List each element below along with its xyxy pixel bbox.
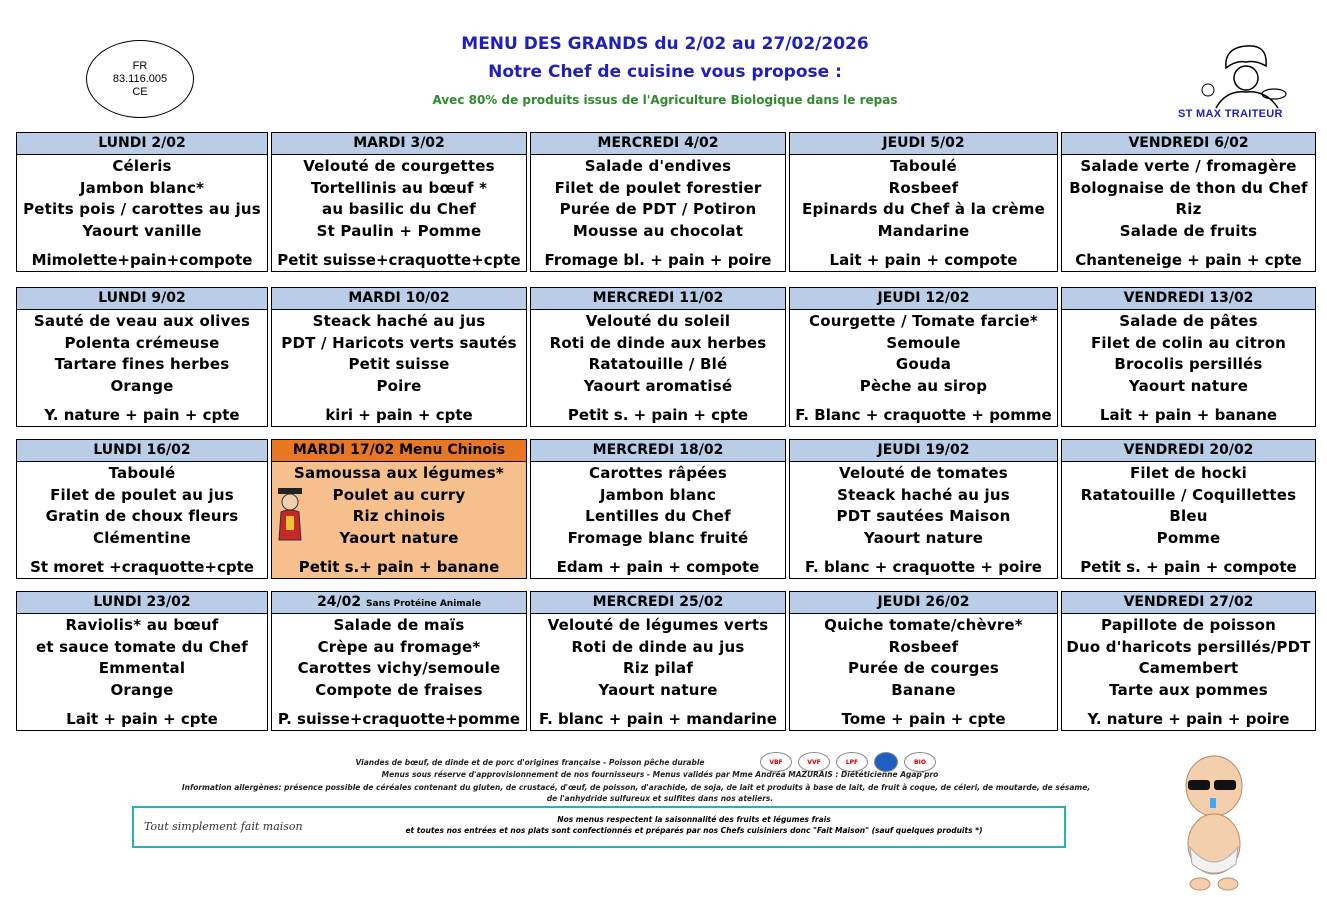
- dish-list: [531, 462, 785, 550]
- dish-item: et sauce tomate du Chef: [36, 637, 248, 656]
- dish-list: [17, 462, 267, 550]
- dish-item: Duo d'haricots persillés/PDT: [1066, 637, 1311, 656]
- origin-notice: Viandes de bœuf, de dinde et de porc d'origines française - Poisson pêche durable: [355, 758, 705, 767]
- snack-line: Lait + pain + banane: [1099, 406, 1278, 424]
- dish-item: Semoule: [886, 333, 961, 352]
- dish-list: [790, 462, 1057, 550]
- dish-item: Tartare fines herbes: [54, 355, 230, 374]
- dish-item: Tortellinis au bœuf *: [310, 178, 488, 197]
- dish-item: Courgette / Tomate farcie*: [809, 312, 1038, 330]
- dish-item: Filet de poulet au jus: [50, 485, 234, 504]
- day-cell: [1061, 591, 1316, 731]
- day-header: [1062, 288, 1315, 310]
- dish-item: Papillote de poisson: [1101, 616, 1276, 634]
- day-header: [790, 133, 1057, 155]
- stamp-line: FR: [132, 59, 148, 72]
- dish-item: Steack haché au jus: [312, 312, 486, 330]
- day-header: [17, 133, 267, 155]
- day-title: 24/02: [317, 594, 362, 610]
- dish-item: St Paulin + Pomme: [316, 222, 482, 241]
- stamp-line: CE: [132, 85, 148, 98]
- dish-item: Fromage blanc fruité: [567, 529, 749, 548]
- snack-line: Petit suisse+craquotte+cpte: [277, 251, 521, 269]
- snack-line: Edam + pain + compote: [556, 558, 760, 576]
- dish-item: Taboulé: [108, 464, 176, 482]
- dish-item: Roti de dinde au jus: [571, 637, 745, 656]
- day-header: [272, 133, 526, 155]
- dish-item: Céleris: [112, 157, 172, 175]
- snack-line: St moret +craquotte+cpte: [30, 558, 254, 576]
- day-title: MERCREDI 4/02: [597, 135, 719, 151]
- dish-list: [790, 310, 1057, 398]
- dish-item: Steack haché au jus: [837, 485, 1010, 504]
- day-header: [790, 288, 1057, 310]
- day-title: LUNDI 16/02: [93, 442, 191, 458]
- day-cell: [1061, 439, 1316, 579]
- homemade-text: [334, 814, 1054, 836]
- baby-mascot-icon: [1170, 752, 1258, 892]
- day-cell: [271, 591, 527, 731]
- homemade-line: Nos menus respectent la saisonnalité des fruits et légumes frais: [557, 815, 831, 824]
- day-cell: [530, 439, 786, 579]
- dish-item: Bolognaise de thon du Chef: [1069, 178, 1308, 197]
- day-title: MARDI 10/02: [348, 290, 450, 306]
- snack-line: Fromage bl. + pain + poire: [544, 251, 772, 269]
- allergen-notice: Information allergènes: présence possible de céréales contenant du gluten, de crustacé, d'œuf, de poisson, d'arachide, de soja, de lait et produits à base de lait, de fruit à coque, de céleri, de moutarde, de sésame,: [181, 783, 1091, 792]
- chinese-character-icon: [275, 486, 305, 542]
- day-title: MARDI 3/02: [353, 135, 445, 151]
- dish-item: Petit suisse: [348, 355, 450, 374]
- dish-item: Velouté de tomates: [839, 464, 1008, 482]
- week-row: [16, 591, 1319, 731]
- dish-list: [272, 155, 526, 243]
- dish-item: Riz pilaf: [622, 659, 694, 678]
- day-cell: [789, 439, 1058, 579]
- day-title: LUNDI 2/02: [98, 135, 186, 151]
- dish-list: [1062, 462, 1315, 550]
- day-header: [531, 288, 785, 310]
- french-pork-logo-icon: LPF: [836, 752, 868, 772]
- dish-item: Carottes râpées: [588, 464, 728, 482]
- day-header: [531, 133, 785, 155]
- dish-item: Yaourt aromatisé: [583, 377, 733, 396]
- dish-item: Epinards du Chef à la crème: [802, 200, 1045, 219]
- snack-line: F. blanc + pain + mandarine: [539, 710, 777, 728]
- french-poultry-logo-icon: VVF: [798, 752, 830, 772]
- day-title: VENDREDI 6/02: [1128, 135, 1249, 151]
- day-header: [1062, 133, 1315, 155]
- day-header: [17, 440, 267, 462]
- dish-item: Clémentine: [93, 529, 191, 548]
- snack-line: Y. nature + pain + poire: [1087, 710, 1290, 728]
- dish-item: Yaourt vanille: [82, 222, 202, 241]
- dish-item: Riz: [1175, 200, 1202, 219]
- week-row: [16, 287, 1319, 427]
- day-cell: [789, 132, 1058, 272]
- day-title: VENDREDI 27/02: [1123, 594, 1254, 610]
- day-title: LUNDI 23/02: [93, 594, 191, 610]
- dish-item: Quiche tomate/chèvre*: [824, 616, 1023, 634]
- day-header: [272, 288, 526, 310]
- dish-item: Salade de pâtes: [1119, 312, 1258, 330]
- day-header: [272, 592, 526, 614]
- dish-item: Tarte aux pommes: [1109, 681, 1268, 700]
- snack-line: Chanteneige + pain + cpte: [1075, 251, 1302, 269]
- dish-item: Filet de colin au citron: [1090, 333, 1287, 352]
- dish-list: [272, 310, 526, 398]
- supply-notice: Menus sous réserve d'approvisionnement de nos fournisseurs - Menus validés par Mme Andréa MAZURAIS : Diététicienne Agap'pro: [381, 770, 939, 779]
- dish-item: PDT sautées Maison: [836, 507, 1011, 526]
- day-header: [531, 440, 785, 462]
- dish-item: Orange: [110, 377, 174, 396]
- day-title: MERCREDI 25/02: [592, 594, 724, 610]
- homemade-box: [132, 806, 1066, 848]
- snack-line: Petit s. + pain + cpte: [567, 406, 749, 424]
- dish-item: Petits pois / carottes au jus: [23, 200, 261, 219]
- day-cell: [16, 439, 268, 579]
- day-cell: [530, 132, 786, 272]
- dish-item: Taboulé: [890, 157, 957, 175]
- day-cell: [16, 287, 268, 427]
- menu-subtitle: Notre Chef de cuisine vous propose :: [488, 62, 842, 82]
- dish-list: [790, 614, 1057, 702]
- day-title: JEUDI 5/02: [882, 135, 965, 151]
- organic-notice: Avec 80% de produits issus de l'Agriculture Biologique dans le repas: [432, 93, 898, 107]
- snack-line: Petit s.+ pain + banane: [298, 558, 500, 576]
- dish-list: [531, 310, 785, 398]
- dish-item: PDT / Haricots verts sautés: [281, 333, 517, 352]
- day-header: [272, 440, 526, 462]
- dish-list: [17, 310, 267, 398]
- dish-item: Ratatouille / Blé: [588, 355, 728, 374]
- menu-title: MENU DES GRANDS du 2/02 au 27/02/2026: [461, 34, 869, 54]
- day-title: VENDREDI 13/02: [1123, 290, 1254, 306]
- dish-item: Velouté de courgettes: [303, 157, 495, 175]
- day-header: [17, 288, 267, 310]
- homemade-logo-text: Tout simplement fait maison: [144, 820, 303, 833]
- dish-item: Mousse au chocolat: [572, 222, 744, 241]
- snack-line: F. Blanc + craquotte + pomme: [795, 406, 1052, 424]
- day-header: [531, 592, 785, 614]
- dish-item: Yaourt nature: [339, 529, 459, 548]
- snack-line: F. blanc + craquotte + poire: [805, 558, 1042, 576]
- dish-item: Purée de courges: [847, 659, 1000, 678]
- dish-item: Pèche au sirop: [859, 377, 988, 396]
- dish-item: Bleu: [1169, 507, 1208, 526]
- dish-list: [17, 155, 267, 243]
- dish-item: Filet de poulet forestier: [554, 178, 762, 197]
- snack-line: Lait + pain + cpte: [66, 710, 218, 728]
- dish-item: Salade verte / fromagère: [1080, 157, 1297, 175]
- organic-logo-icon: BIO: [904, 752, 936, 772]
- snack-line: Lait + pain + compote: [829, 251, 1018, 269]
- day-cell: [1061, 132, 1316, 272]
- dish-item: Emmental: [98, 659, 186, 678]
- dish-item: Poulet au curry: [332, 485, 466, 504]
- day-title: MERCREDI 18/02: [592, 442, 724, 458]
- dish-item: Velouté de légumes verts: [547, 616, 769, 634]
- day-note: Sans Protéine Animale: [366, 599, 481, 609]
- health-stamp: [86, 40, 194, 118]
- dish-list: [1062, 155, 1315, 243]
- snack-line: Petit s. + pain + compote: [1080, 558, 1297, 576]
- dish-list: [272, 614, 526, 702]
- dish-item: Banane: [891, 681, 956, 700]
- stamp-line: 83.116.005: [112, 72, 168, 85]
- dish-item: Orange: [110, 681, 174, 700]
- snack-line: kiri + pain + cpte: [325, 406, 473, 424]
- dish-item: Filet de hocki: [1129, 464, 1248, 482]
- day-cell: [271, 287, 527, 427]
- dish-item: Yaourt nature: [598, 681, 718, 700]
- dish-item: Salade de fruits: [1119, 222, 1258, 241]
- day-title: MARDI 17/02 Menu Chinois: [292, 442, 506, 458]
- dish-item: Polenta crémeuse: [64, 333, 220, 352]
- dish-item: Camembert: [1138, 659, 1239, 678]
- day-cell: [271, 132, 527, 272]
- day-header: [790, 592, 1057, 614]
- dish-item: Brocolis persillés: [1114, 355, 1263, 374]
- day-cell: [271, 439, 527, 579]
- dish-item: Rosbeef: [888, 637, 959, 656]
- day-header: [1062, 440, 1315, 462]
- french-beef-logo-icon: VBF: [760, 752, 792, 772]
- dish-item: Roti de dinde aux herbes: [549, 333, 767, 352]
- dish-item: Lentilles du Chef: [585, 507, 731, 526]
- dish-item: Yaourt nature: [863, 529, 984, 548]
- dish-list: [790, 155, 1057, 243]
- day-cell: [530, 287, 786, 427]
- snack-line: Tome + pain + cpte: [841, 710, 1006, 728]
- week-row: [16, 132, 1319, 272]
- dish-list: [531, 155, 785, 243]
- homemade-line: et toutes nos entrées et nos plats sont confectionnés et préparés par nos Chefs cuisiniers donc "Fait Maison" (sauf quelques produits *): [405, 826, 983, 835]
- day-header: [790, 440, 1057, 462]
- dish-list: [531, 614, 785, 702]
- week-row: [16, 439, 1319, 579]
- dish-item: Compote de fraises: [315, 681, 483, 700]
- dish-list: [1062, 310, 1315, 398]
- dish-item: Sauté de veau aux olives: [33, 312, 251, 330]
- snack-line: P. suisse+craquotte+pomme: [277, 710, 521, 728]
- day-title: JEUDI 19/02: [877, 442, 970, 458]
- dish-item: Jambon blanc*: [79, 178, 205, 197]
- dish-item: Purée de PDT / Potiron: [559, 200, 757, 219]
- dish-item: Raviolis* au bœuf: [65, 616, 219, 634]
- day-title: VENDREDI 20/02: [1123, 442, 1254, 458]
- day-title: MERCREDI 11/02: [592, 290, 724, 306]
- dish-item: Yaourt nature: [1128, 377, 1249, 396]
- snack-line: Mimolette+pain+compote: [31, 251, 253, 269]
- dish-item: Pomme: [1156, 529, 1221, 548]
- dish-item: Crèpe au fromage*: [317, 637, 481, 656]
- day-title: JEUDI 12/02: [877, 290, 970, 306]
- dish-item: Mandarine: [877, 222, 970, 241]
- allergen-notice-cont: de l'anhydride sulfureux et sulfites dans nos ateliers.: [546, 794, 774, 803]
- day-cell: [789, 287, 1058, 427]
- day-title: LUNDI 9/02: [98, 290, 186, 306]
- dish-item: Velouté du soleil: [585, 312, 731, 330]
- day-title: JEUDI 26/02: [877, 594, 970, 610]
- day-header: [17, 592, 267, 614]
- dish-item: Carottes vichy/semoule: [297, 659, 501, 678]
- dish-item: Gouda: [895, 355, 952, 374]
- dish-item: Jambon blanc: [599, 485, 717, 504]
- dish-item: au basilic du Chef: [322, 200, 476, 219]
- dish-item: Rosbeef: [888, 178, 959, 197]
- caterer-brand: ST MAX TRAITEUR: [1178, 108, 1283, 120]
- day-cell: [16, 132, 268, 272]
- day-cell: [789, 591, 1058, 731]
- day-header: [1062, 592, 1315, 614]
- day-cell: [1061, 287, 1316, 427]
- dish-item: Gratin de choux fleurs: [45, 507, 239, 526]
- dish-list: [1062, 614, 1315, 702]
- label-logos: [760, 752, 936, 772]
- dish-item: Samoussa aux légumes*: [294, 464, 504, 482]
- dish-item: Ratatouille / Coquillettes: [1080, 485, 1297, 504]
- dish-item: Riz chinois: [352, 507, 446, 526]
- msc-logo-icon: [874, 752, 898, 772]
- snack-line: Y. nature + pain + cpte: [44, 406, 240, 424]
- dish-list: [17, 614, 267, 702]
- chef-logo-icon: [1196, 38, 1296, 110]
- dish-list: [272, 462, 526, 550]
- dish-item: Salade de maïs: [333, 616, 465, 634]
- day-cell: [16, 591, 268, 731]
- dish-item: Salade d'endives: [584, 157, 732, 175]
- dish-item: Poire: [376, 377, 422, 396]
- day-cell: [530, 591, 786, 731]
